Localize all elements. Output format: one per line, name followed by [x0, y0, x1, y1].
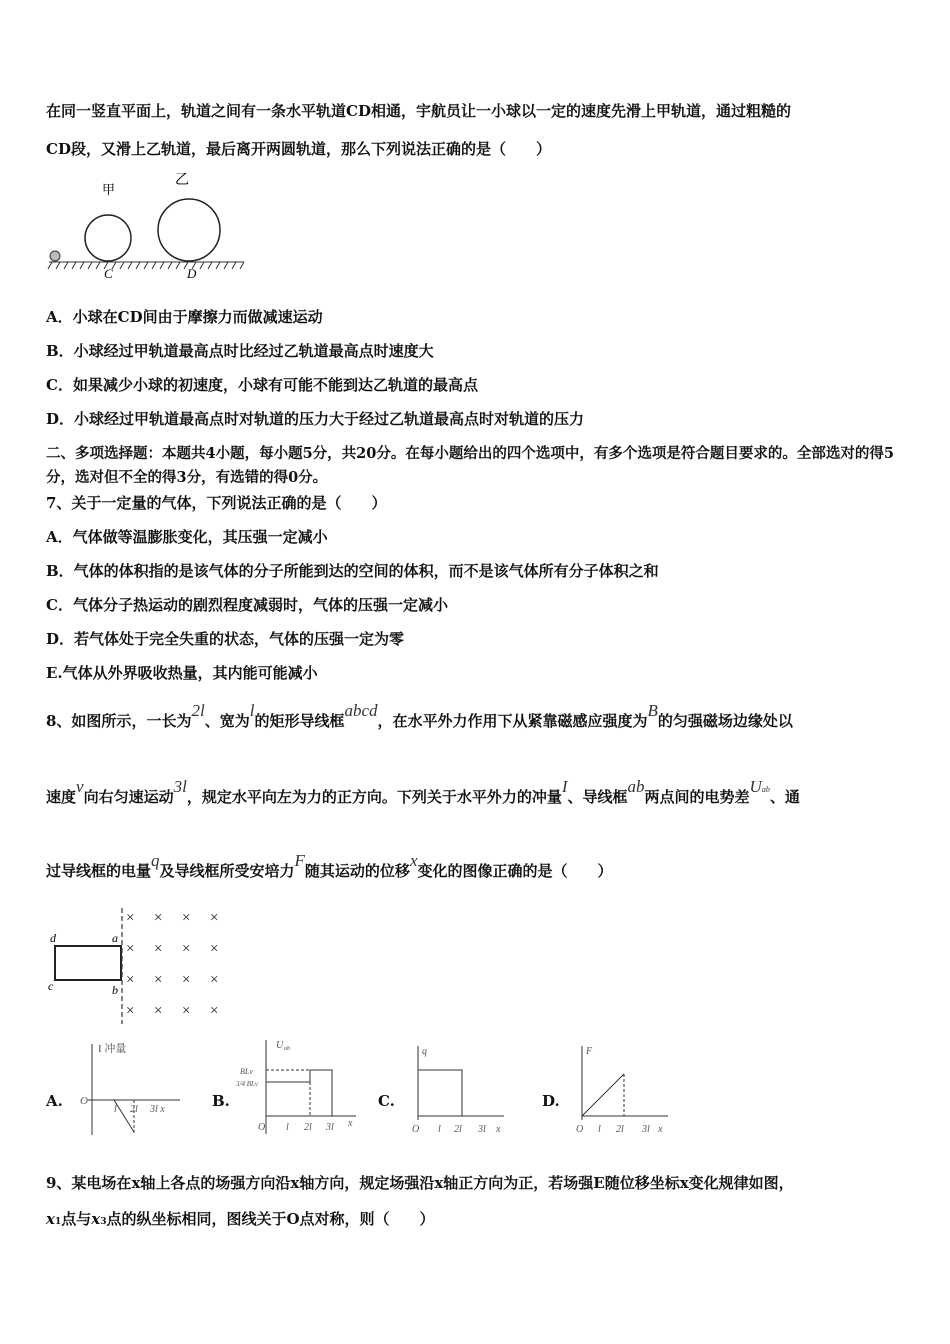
svg-text:×: ×: [154, 972, 163, 988]
svg-text:×: ×: [210, 941, 219, 957]
q8-line1: 8、如图所示，一长为2l、宽为l的矩形导线框abcd，在水平外力作用下从紧靠磁感应强度为B的匀强磁场边缘处以: [46, 701, 793, 730]
q7-option-e: E.气体从外界吸收热量，其内能可能减小: [46, 664, 318, 682]
ground-hatch: [48, 262, 244, 269]
svg-text:×: ×: [154, 910, 163, 926]
svg-text:l: l: [598, 1124, 601, 1135]
q8-line2: 速度v向右匀速运动3l，规定水平向左为力的正方向。下列关于水平外力的冲量I、导线框ab两点间的电势差$U^{ab}$、通: [46, 777, 800, 806]
svg-text:O: O: [576, 1124, 584, 1135]
corner-b: b: [112, 983, 118, 997]
svg-text:×: ×: [182, 941, 191, 957]
svg-text:x: x: [496, 1124, 501, 1135]
svg-text:×: ×: [182, 1003, 191, 1019]
q7-option-c: C．气体分子热运动的剧烈程度减弱时，气体的压强一定减小: [46, 596, 448, 614]
corner-d: d: [50, 931, 56, 945]
q6-track-figure: [44, 168, 254, 283]
svg-text:BLv: BLv: [240, 1067, 253, 1076]
svg-text:2l: 2l: [304, 1122, 312, 1133]
label-d: D: [187, 266, 197, 281]
svg-text:×: ×: [210, 972, 219, 988]
svg-text:ab: ab: [284, 1046, 290, 1052]
q7-option-b: B．气体的体积指的是该气体的分子所能到达的空间的体积，而不是该气体所有分子体积之和: [46, 562, 659, 580]
q6-intro-line2: CD段，又滑上乙轨道，最后离开两圆轨道，那么下列说法正确的是（ ）: [46, 140, 551, 158]
q8-line3: 过导线框的电量q及导线框所受安培力F随其运动的位移x变化的图像正确的是（ ）: [46, 851, 613, 880]
ball: [50, 251, 60, 261]
q8-graph-d: [568, 1040, 678, 1140]
q8-graph-a: [76, 1040, 186, 1140]
svg-text:U: U: [276, 1040, 284, 1051]
q9-line2: x1点与x3点的纵坐标相同，图线关于O点对称，则（ ）: [46, 1210, 435, 1228]
q8-graph-c: [404, 1040, 514, 1140]
q9-line1: 9、某电场在x轴上各点的场强方向沿x轴方向，规定场强沿x轴正方向为正，若场强E随位移坐标x变化规律如图，: [46, 1174, 794, 1192]
svg-text:×: ×: [126, 910, 135, 926]
svg-text:×: ×: [210, 1003, 219, 1019]
q7-option-a: A．气体做等温膨胀变化，其压强一定减小: [46, 528, 328, 546]
svg-text:3l: 3l: [326, 1122, 334, 1133]
svg-text:F: F: [586, 1046, 593, 1057]
q7-option-d: D．若气体处于完全失重的状态，气体的压强一定为零: [46, 630, 405, 648]
svg-text:O: O: [412, 1124, 420, 1135]
svg-text:2l: 2l: [454, 1124, 462, 1135]
q7-stem: 7、关于一定量的气体，下列说法正确的是（ ）: [46, 494, 387, 512]
svg-text:3l: 3l: [478, 1124, 486, 1135]
svg-text:×: ×: [182, 910, 191, 926]
svg-text:q: q: [422, 1046, 427, 1057]
svg-text:3l x: 3l x: [150, 1104, 165, 1115]
q6-option-a: A．小球在CD间由于摩擦力而做减速运动: [46, 308, 323, 326]
svg-text:x: x: [348, 1118, 353, 1129]
q8-option-b-label: B.: [212, 1092, 230, 1110]
label-jia: 甲: [102, 182, 116, 197]
q6-option-b: B．小球经过甲轨道最高点时比经过乙轨道最高点时速度大: [46, 342, 434, 360]
q8-option-d-label: D.: [542, 1092, 560, 1110]
q8-graph-b: [236, 1034, 366, 1140]
corner-c: c: [48, 979, 54, 993]
svg-text:O: O: [80, 1095, 88, 1107]
q6-option-d: D．小球经过甲轨道最高点时对轨道的压力大于经过乙轨道最高点时对轨道的压力: [46, 410, 585, 428]
svg-text:×: ×: [210, 910, 219, 926]
label-c: C: [104, 266, 113, 281]
svg-text:3/4 BLv: 3/4 BLv: [236, 1080, 258, 1088]
svg-text:×: ×: [126, 1003, 135, 1019]
wire-frame: [55, 946, 121, 980]
svg-text:l: l: [286, 1122, 289, 1133]
field-crosses: [126, 910, 218, 1019]
svg-text:O: O: [258, 1122, 266, 1133]
circle-jia: [85, 215, 131, 261]
svg-text:×: ×: [126, 941, 135, 957]
svg-text:×: ×: [154, 941, 163, 957]
label-yi: 乙: [175, 173, 189, 188]
svg-text:×: ×: [154, 1003, 163, 1019]
corner-a: a: [112, 931, 118, 945]
svg-text:l: l: [114, 1104, 117, 1115]
svg-text:×: ×: [126, 972, 135, 988]
svg-text:3l: 3l: [642, 1124, 650, 1135]
svg-text:l: l: [438, 1124, 441, 1135]
q6-intro-line1: 在同一竖直平面上，轨道之间有一条水平轨道CD相通，宇航员让一小球以一定的速度先滑上甲轨道，通过粗糙的: [46, 102, 791, 120]
svg-text:2l: 2l: [130, 1104, 138, 1115]
svg-text:2l: 2l: [616, 1124, 624, 1135]
q8-option-c-label: C.: [378, 1092, 395, 1110]
svg-text:x: x: [658, 1124, 663, 1135]
q6-option-c: C．如果减少小球的初速度，小球有可能不能到达乙轨道的最高点: [46, 376, 478, 394]
svg-text:×: ×: [182, 972, 191, 988]
svg-text:I 冲量: I 冲量: [98, 1043, 127, 1055]
circle-yi: [158, 199, 220, 261]
section2-heading: 二、多项选择题：本题共4小题，每小题5分，共20分。在每小题给出的四个选项中，有多个选项是符合题目要求的。全部选对的得5分，选对但不全的得3分，有选错的得0分。: [46, 445, 894, 486]
q8-frame-figure: [44, 902, 244, 1026]
q8-option-a-label: A.: [46, 1092, 63, 1110]
